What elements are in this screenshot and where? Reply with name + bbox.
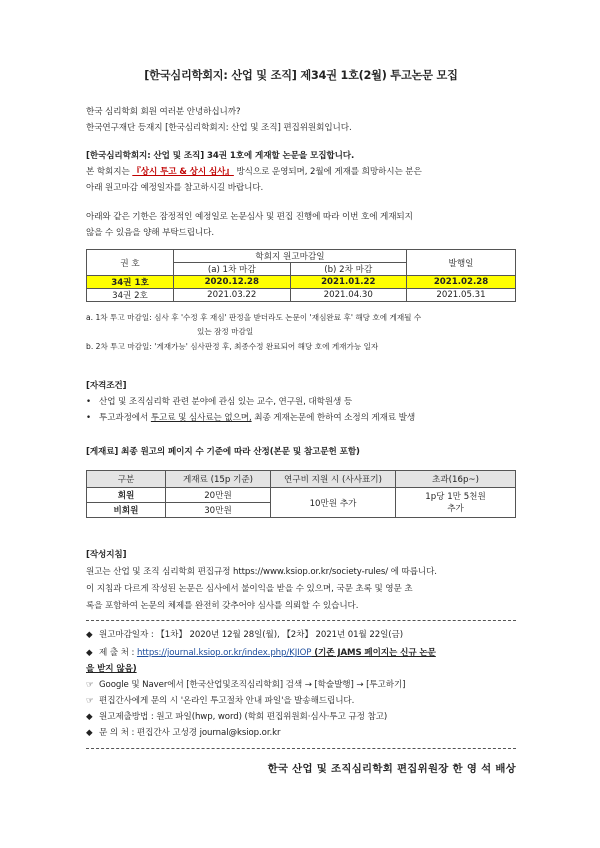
info-submit-note-2: 을 받지 않음) xyxy=(86,664,137,674)
qualification-underlined: 투고료 및 심사료는 없으며, xyxy=(150,413,252,423)
fee-cell-member: 회원 xyxy=(87,488,166,503)
info-text: 원고제출방법 : 원고 파일(hwp, word) (학회 편집위원회·심사·투고 규정 참고) xyxy=(99,712,388,722)
guideline-line-3: 록을 포함하여 논문의 체제를 완전히 갖추어야 심사를 의뢰할 수 있습니다. xyxy=(86,601,359,611)
diamond-icon: ◆ xyxy=(86,648,93,658)
hand-pointer-icon: ☞ xyxy=(86,680,94,690)
schedule-header-second: (b) 2차 마감 xyxy=(290,263,407,276)
schedule-header-deadline: 학회지 원고마감일 xyxy=(174,250,407,263)
schedule-cell: 34권 2호 xyxy=(87,289,174,302)
fee-table xyxy=(86,470,516,518)
fee-heading: [게재료] 최종 원고의 페이지 수 기준에 따라 산정(본문 및 참고문헌 포함) xyxy=(86,447,360,457)
greeting-line-1: 한국 심리학회 회원 여러분 안녕하십니까? xyxy=(86,107,241,117)
greeting-line-2: 한국연구재단 등재지 [한국심리학회지: 산업 및 조직] 편집위원회입니다. xyxy=(86,123,352,133)
guideline-heading: [작성지침] xyxy=(86,550,127,560)
info-contact xyxy=(86,725,516,741)
intro-text: 방식으로 운영되며, 2월에 게재를 희망하시는 분은 xyxy=(236,167,422,177)
fee-cell-member-fee: 20만원 xyxy=(166,488,271,503)
qualification-text: 산업 및 조직심리학 관련 분야에 관심 있는 교수, 연구원, 대학원생 등 xyxy=(99,397,353,407)
schedule-cell: 2020.12.28 xyxy=(174,276,291,289)
info-search xyxy=(86,677,516,693)
table-row xyxy=(87,488,516,503)
schedule-header-volume: 권 호 xyxy=(87,250,174,276)
fee-header-support: 연구비 지원 시 (사사표기) xyxy=(271,471,396,488)
submit-note: (기존 JAMS 페이지는 신규 논문 xyxy=(311,648,436,658)
intro-highlight: 『상시 투고 & 상시 심사』 xyxy=(132,167,234,177)
qualification-item-1 xyxy=(86,394,516,410)
fee-header-over: 초과(16p~) xyxy=(396,471,516,488)
info-label: 제 출 처 : xyxy=(99,648,137,658)
info-text: Google 및 Naver에서 [한국산업및조직심리학회] 검색 → [학술발행] → [투고하기] xyxy=(99,680,406,690)
table-row xyxy=(87,276,516,289)
info-deadline-second-date: 2021년 01월 22일(금) xyxy=(312,630,403,640)
info-deadline xyxy=(86,627,516,643)
intro-text: 본 학회지는 xyxy=(86,167,130,177)
diamond-icon: ◆ xyxy=(86,728,93,738)
intro-headline: [한국심리학회지: 산업 및 조직] 34권 1호에 게재할 논문을 모집합니다. xyxy=(86,151,355,161)
info-guide xyxy=(86,693,516,709)
signature: 한국 산업 및 조직심리학회 편집위원장 한 영 석 배상 xyxy=(267,763,516,775)
info-submit xyxy=(86,645,516,661)
notice-line-1: 아래와 같은 기한은 잠정적인 예정일로 논문심사 및 편집 진행에 따라 이번 호에 게재되지 xyxy=(86,212,413,222)
intro-line-1 xyxy=(86,164,516,180)
schedule-header-first: (a) 1차 마감 xyxy=(174,263,291,276)
diamond-icon: ◆ xyxy=(86,630,93,640)
info-method xyxy=(86,709,516,725)
bullet-icon: • xyxy=(86,413,91,423)
intro-line-2: 아래 원고마감 예정일자를 참고하시길 바랍니다. xyxy=(86,183,264,193)
schedule-cell: 2021.03.22 xyxy=(174,289,291,302)
schedule-note-a-1: a. 1차 투고 마감일: 심사 후 '수정 후 재심' 판정을 받더라도 논문이 '재심완료 후' 해당 호에 게재될 수 xyxy=(86,313,422,322)
qualification-item-2 xyxy=(86,410,516,426)
submit-link[interactable]: https://journal.ksiop.or.kr/index.php/KJIOP xyxy=(136,648,312,658)
info-deadline-first-date: 2020년 12월 28일(월), xyxy=(186,630,283,640)
notice-line-2: 않을 수 있음을 양해 부탁드립니다. xyxy=(86,228,214,238)
schedule-table xyxy=(86,249,516,302)
fee-cell-nonmember-fee: 30만원 xyxy=(166,503,271,518)
diamond-icon: ◆ xyxy=(86,712,93,722)
schedule-cell: 2021.01.22 xyxy=(290,276,407,289)
hand-pointer-icon: ☞ xyxy=(86,696,94,706)
fee-cell-support: 10만원 추가 xyxy=(271,488,396,518)
fee-cell-nonmember: 비회원 xyxy=(87,503,166,518)
divider xyxy=(86,620,516,621)
schedule-cell: 2021.02.28 xyxy=(407,276,516,289)
fee-header-fee: 게재료 (15p 기준) xyxy=(166,471,271,488)
bullet-icon: • xyxy=(86,397,91,407)
schedule-note-a-2: 있는 잠정 마감일 xyxy=(197,327,254,336)
schedule-cell: 2021.05.31 xyxy=(407,289,516,302)
schedule-note-b: b. 2차 투고 마감일: '게재가능' 심사판정 후, 최종수정 완료되어 해당 호에 게재가능 일자 xyxy=(86,342,379,351)
schedule-cell: 2021.04.30 xyxy=(290,289,407,302)
fee-header-type: 구분 xyxy=(87,471,166,488)
table-row xyxy=(87,289,516,302)
schedule-cell: 34권 1호 xyxy=(87,276,174,289)
fee-over-line-1: 1p당 1만 5천원 xyxy=(425,491,486,502)
info-deadline-first: 【1차】 xyxy=(156,630,187,640)
guideline-line-1: 원고는 산업 및 조직 심리학회 편집규정 https://www.ksiop.or.kr/society-rules/ 에 따릅니다. xyxy=(86,567,437,577)
info-deadline-second: 【2차】 xyxy=(282,630,313,640)
info-text: 편집간사에게 문의 시 '온라인 투고절차 안내 파일'을 발송해드립니다. xyxy=(99,696,355,706)
page-title: [한국심리학회지: 산업 및 조직] 제34권 1호(2월) 투고논문 모집 xyxy=(144,69,458,82)
qualification-text: 투고과정에서 xyxy=(99,413,149,423)
divider xyxy=(86,748,516,749)
schedule-header-pub: 발행일 xyxy=(407,250,516,276)
fee-over-line-2: 추가 xyxy=(447,503,464,514)
qualification-text: 최종 게재논문에 한하여 소정의 게재료 발생 xyxy=(254,413,416,423)
fee-cell-over xyxy=(396,488,516,518)
guideline-line-2: 이 지침과 다르게 작성된 논문은 심사에서 불이익을 받을 수 있으며, 국문 초록 및 영문 초 xyxy=(86,584,413,594)
info-text: 문 의 처 : 편집간사 고성경 journal@ksiop.or.kr xyxy=(99,728,281,738)
info-label: 원고마감일자 : xyxy=(99,630,157,640)
qualification-heading: [자격조건] xyxy=(86,381,127,391)
